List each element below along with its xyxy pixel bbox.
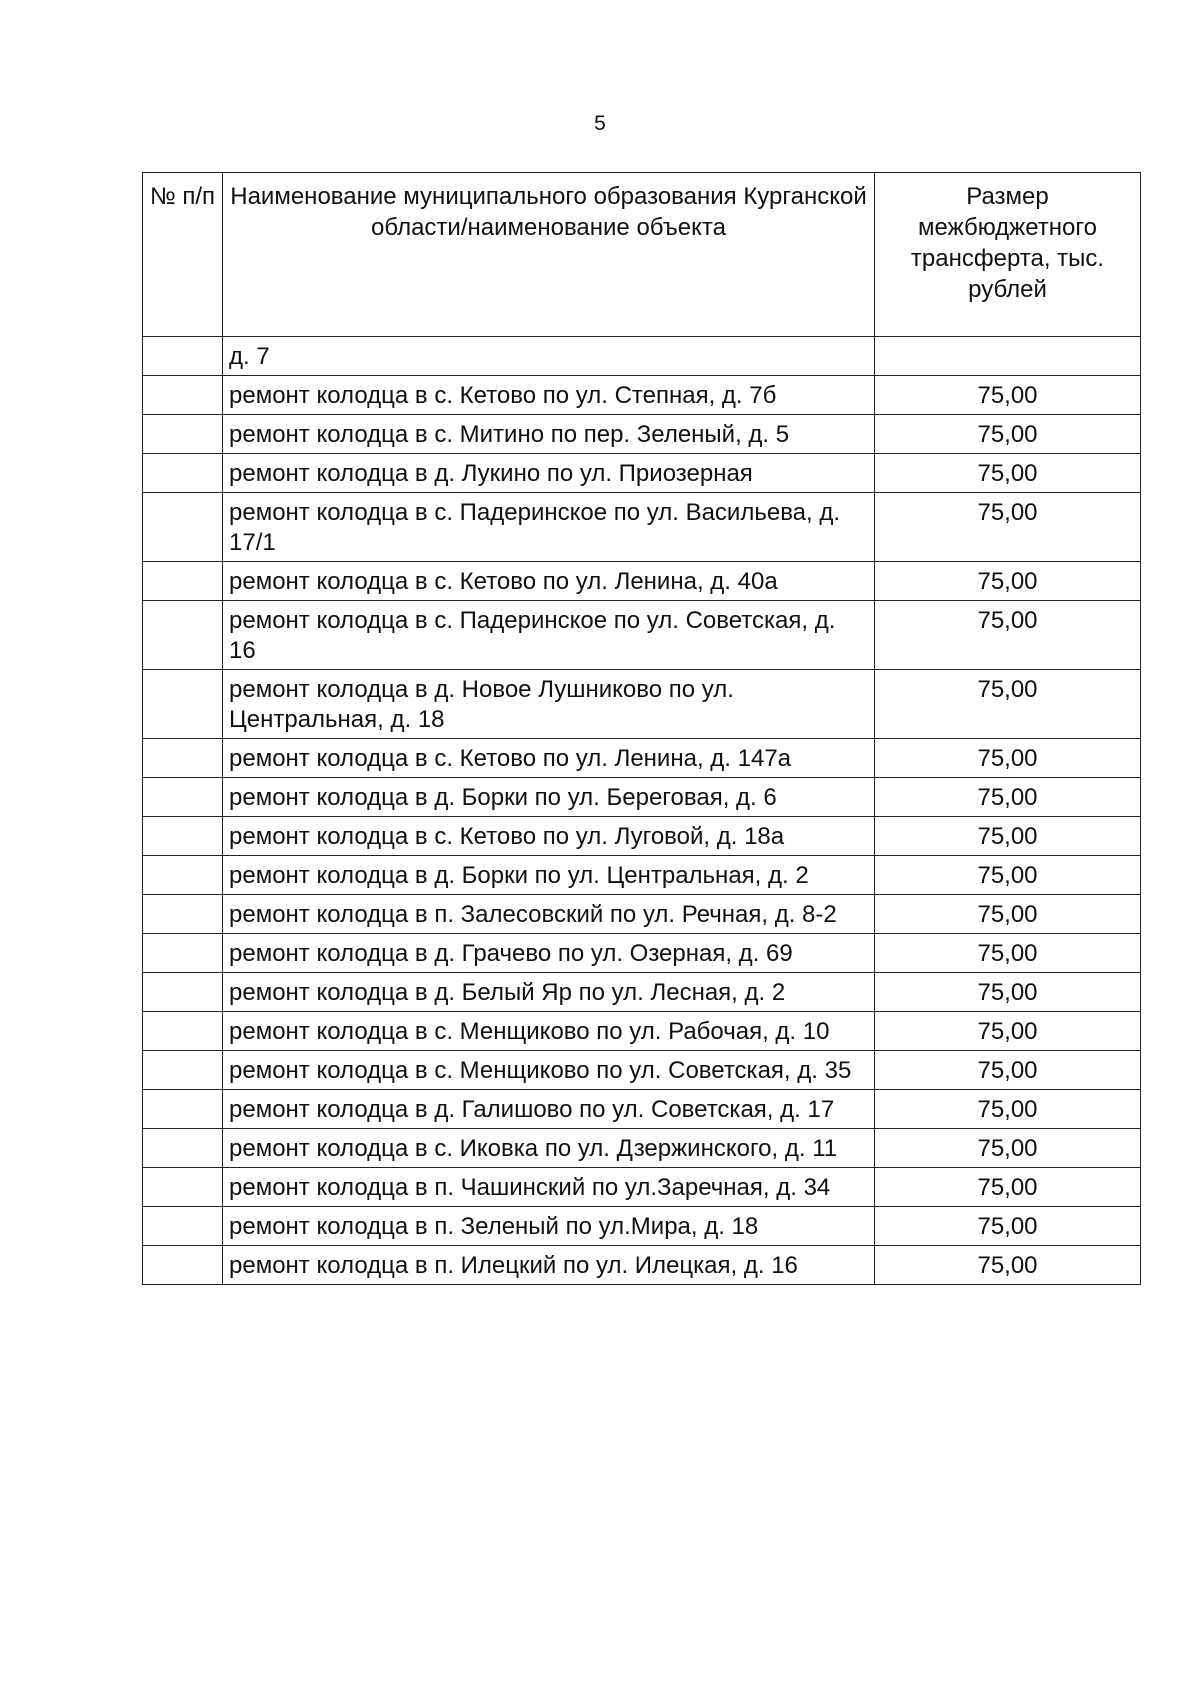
table-row bbox=[143, 1129, 1141, 1168]
row-number bbox=[143, 1168, 223, 1207]
transfer-amount: 75,00 bbox=[875, 1207, 1141, 1246]
object-name: ремонт колодца в д. Галишово по ул. Советская, д. 17 bbox=[223, 1090, 875, 1129]
object-name: ремонт колодца в п. Чашинский по ул.Заречная, д. 34 bbox=[223, 1168, 875, 1207]
row-number bbox=[143, 1012, 223, 1051]
transfer-amount: 75,00 bbox=[875, 778, 1141, 817]
object-name: ремонт колодца в с. Менщиково по ул. Советская, д. 35 bbox=[223, 1051, 875, 1090]
table-row bbox=[143, 973, 1141, 1012]
header-num: № п/п bbox=[143, 173, 223, 337]
transfer-amount: 75,00 bbox=[875, 670, 1141, 739]
object-name: ремонт колодца в с. Падеринское по ул. Советская, д. 16 bbox=[223, 601, 875, 670]
object-name: ремонт колодца в п. Илецкий по ул. Илецкая, д. 16 bbox=[223, 1246, 875, 1285]
transfer-amount: 75,00 bbox=[875, 415, 1141, 454]
object-name: ремонт колодца в д. Борки по ул. Береговая, д. 6 bbox=[223, 778, 875, 817]
table-row bbox=[143, 934, 1141, 973]
row-number bbox=[143, 739, 223, 778]
row-number bbox=[143, 778, 223, 817]
transfer-amount: 75,00 bbox=[875, 817, 1141, 856]
transfer-amount: 75,00 bbox=[875, 973, 1141, 1012]
row-number bbox=[143, 934, 223, 973]
transfer-amount: 75,00 bbox=[875, 376, 1141, 415]
object-name: ремонт колодца в с. Менщиково по ул. Рабочая, д. 10 bbox=[223, 1012, 875, 1051]
header-row bbox=[143, 173, 1141, 337]
row-number bbox=[143, 601, 223, 670]
object-name: ремонт колодца в д. Борки по ул. Центральная, д. 2 bbox=[223, 856, 875, 895]
transfer-amount: 75,00 bbox=[875, 1246, 1141, 1285]
row-number bbox=[143, 493, 223, 562]
table-row bbox=[143, 493, 1141, 562]
table-body bbox=[143, 337, 1141, 1285]
table-row bbox=[143, 1090, 1141, 1129]
table-row bbox=[143, 376, 1141, 415]
transfer-amount: 75,00 bbox=[875, 1090, 1141, 1129]
table-row bbox=[143, 1051, 1141, 1090]
transfer-amount: 75,00 bbox=[875, 1129, 1141, 1168]
row-number bbox=[143, 1090, 223, 1129]
row-number bbox=[143, 1051, 223, 1090]
transfer-amount: 75,00 bbox=[875, 1168, 1141, 1207]
transfer-amount: 75,00 bbox=[875, 739, 1141, 778]
object-name: ремонт колодца в с. Кетово по ул. Ленина, д. 40а bbox=[223, 562, 875, 601]
table-row bbox=[143, 1207, 1141, 1246]
table-row bbox=[143, 895, 1141, 934]
table-row bbox=[143, 817, 1141, 856]
transfer-amount: 75,00 bbox=[875, 895, 1141, 934]
header-amount: Размер межбюджетного трансферта, тыс. рублей bbox=[875, 173, 1141, 337]
row-number bbox=[143, 1246, 223, 1285]
transfer-amount: 75,00 bbox=[875, 493, 1141, 562]
table-header bbox=[143, 173, 1141, 337]
transfer-amount: 75,00 bbox=[875, 601, 1141, 670]
transfer-amount: 75,00 bbox=[875, 856, 1141, 895]
object-name: ремонт колодца в д. Лукино по ул. Приозерная bbox=[223, 454, 875, 493]
row-number bbox=[143, 895, 223, 934]
table-row bbox=[143, 856, 1141, 895]
row-number bbox=[143, 337, 223, 376]
table-row bbox=[143, 739, 1141, 778]
object-name: ремонт колодца в с. Кетово по ул. Степная, д. 7б bbox=[223, 376, 875, 415]
transfer-amount bbox=[875, 337, 1141, 376]
row-number bbox=[143, 670, 223, 739]
row-number bbox=[143, 454, 223, 493]
transfer-amount: 75,00 bbox=[875, 934, 1141, 973]
transfer-amount: 75,00 bbox=[875, 562, 1141, 601]
table-row bbox=[143, 1168, 1141, 1207]
object-name: ремонт колодца в д. Белый Яр по ул. Лесная, д. 2 bbox=[223, 973, 875, 1012]
table-row bbox=[143, 670, 1141, 739]
transfer-table bbox=[142, 172, 1141, 1285]
table-row bbox=[143, 1012, 1141, 1051]
table-row bbox=[143, 415, 1141, 454]
object-name: ремонт колодца в п. Залесовский по ул. Речная, д. 8-2 bbox=[223, 895, 875, 934]
object-name: ремонт колодца в с. Митино по пер. Зеленый, д. 5 bbox=[223, 415, 875, 454]
row-number bbox=[143, 856, 223, 895]
table-row bbox=[143, 1246, 1141, 1285]
row-number bbox=[143, 415, 223, 454]
object-name: ремонт колодца в с. Падеринское по ул. Васильева, д. 17/1 bbox=[223, 493, 875, 562]
table-row bbox=[143, 337, 1141, 376]
header-name: Наименование муниципального образования Курганской области/наименование объекта bbox=[223, 173, 875, 337]
object-name: ремонт колодца в с. Кетово по ул. Луговой, д. 18а bbox=[223, 817, 875, 856]
object-name: ремонт колодца в п. Зеленый по ул.Мира, д. 18 bbox=[223, 1207, 875, 1246]
row-number bbox=[143, 973, 223, 1012]
row-number bbox=[143, 1129, 223, 1168]
table-row bbox=[143, 601, 1141, 670]
object-name: ремонт колодца в с. Иковка по ул. Дзержинского, д. 11 bbox=[223, 1129, 875, 1168]
row-number bbox=[143, 376, 223, 415]
transfer-amount: 75,00 bbox=[875, 454, 1141, 493]
row-number bbox=[143, 562, 223, 601]
table-row bbox=[143, 562, 1141, 601]
table-row bbox=[143, 454, 1141, 493]
object-name: ремонт колодца в д. Грачево по ул. Озерная, д. 69 bbox=[223, 934, 875, 973]
transfer-amount: 75,00 bbox=[875, 1012, 1141, 1051]
object-name: д. 7 bbox=[223, 337, 875, 376]
table-row bbox=[143, 778, 1141, 817]
transfer-amount: 75,00 bbox=[875, 1051, 1141, 1090]
row-number bbox=[143, 817, 223, 856]
object-name: ремонт колодца в д. Новое Лушниково по ул. Центральная, д. 18 bbox=[223, 670, 875, 739]
row-number bbox=[143, 1207, 223, 1246]
object-name: ремонт колодца в с. Кетово по ул. Ленина, д. 147а bbox=[223, 739, 875, 778]
page-number: 5 bbox=[594, 112, 606, 135]
